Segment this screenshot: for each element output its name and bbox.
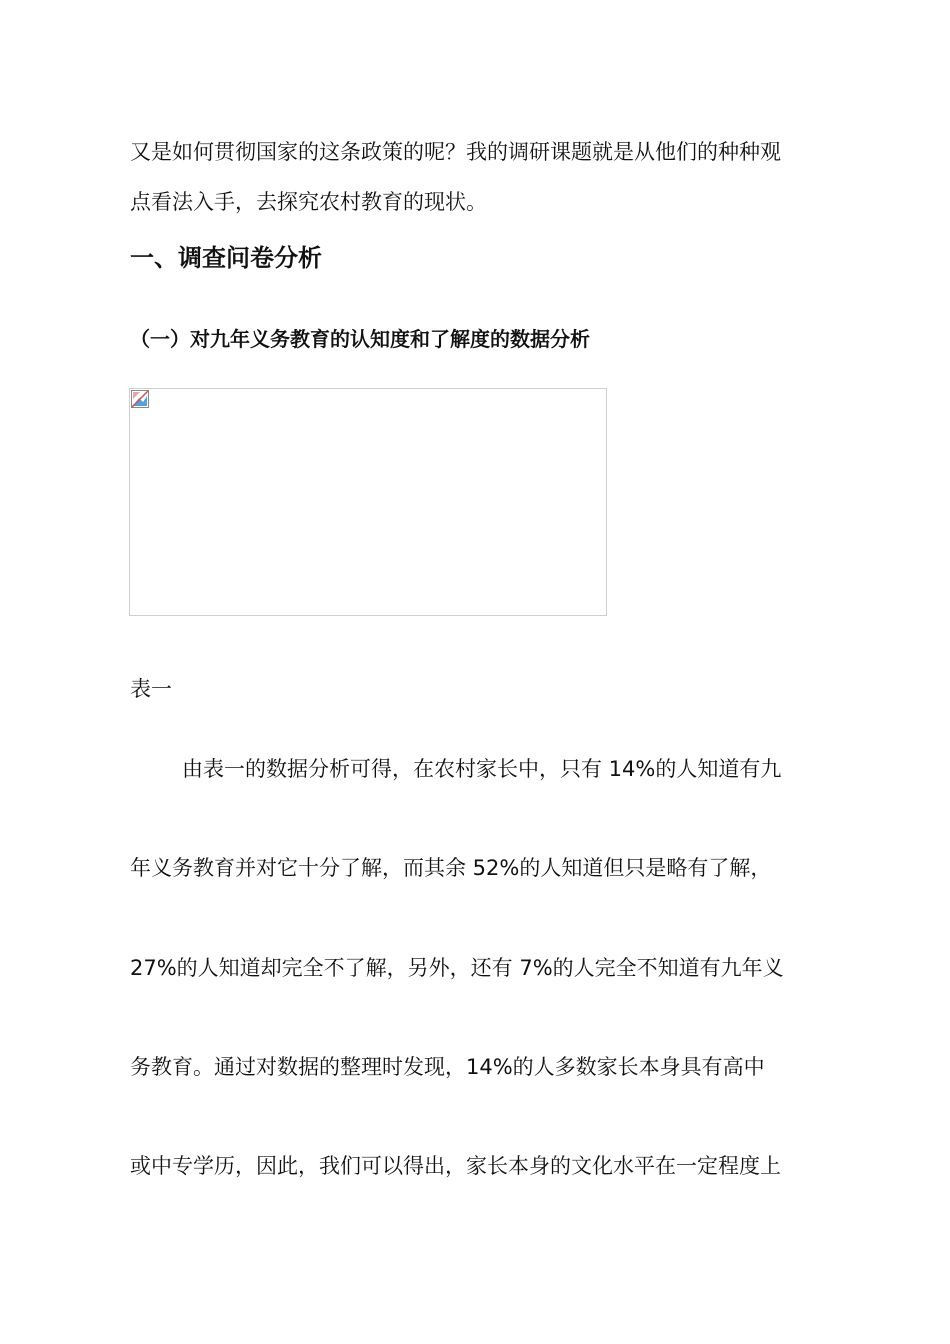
body-line-2: 年义务教育并对它十分了解，而其余 52%的人知道但只是略有了解， [130, 856, 772, 880]
body-line-5: 或中专学历，因此，我们可以得出，家长本身的文化水平在一定程度上 [130, 1154, 781, 1178]
body-line-4: 务教育。通过对数据的整理时发现，14%的人多数家长本身具有高中 [130, 1055, 765, 1079]
body-line-3: 27%的人知道却完全不了解，另外，还有 7%的人完全不知道有九年义 [130, 956, 784, 980]
body-line-1: 由表一的数据分析可得，在农村家长中，只有 14%的人知道有九 [182, 757, 782, 781]
section-subheading: （一）对九年义务教育的认知度和了解度的数据分析 [130, 327, 590, 351]
section-heading: 一、调查问卷分析 [130, 244, 322, 272]
figure-caption: 表一 [130, 677, 172, 701]
intro-line-1: 又是如何贯彻国家的这条政策的呢？我的调研课题就是从他们的种种观 [130, 140, 781, 164]
broken-image-icon [131, 390, 149, 408]
figure-image-placeholder [129, 388, 607, 616]
intro-line-2: 点看法入手，去探究农村教育的现状。 [130, 190, 487, 214]
